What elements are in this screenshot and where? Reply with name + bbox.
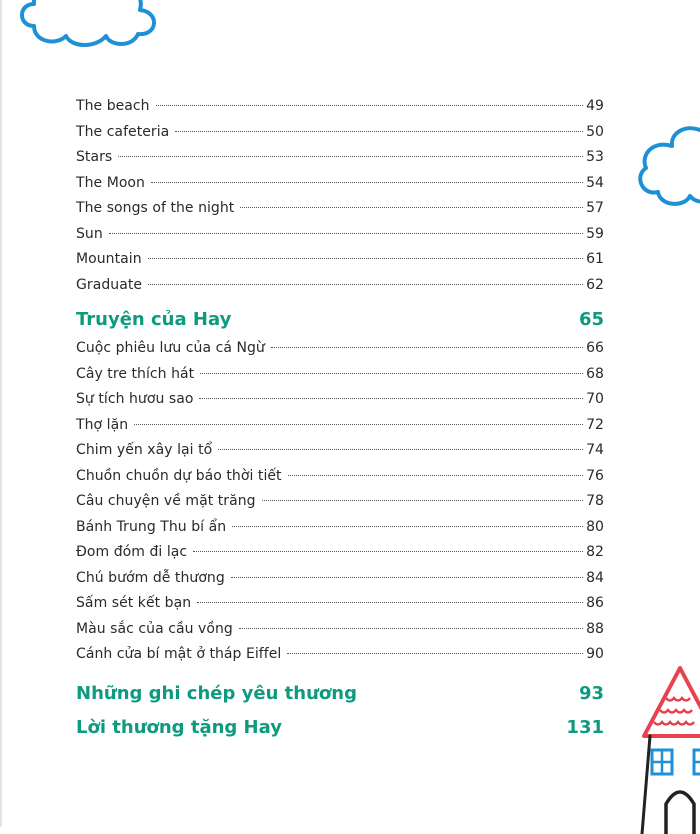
toc-entry-page: 76 [586,467,604,484]
dot-leader [288,475,583,476]
toc-entry-page: 74 [586,442,604,458]
toc-entry-page: 57 [586,200,604,216]
toc-entry-page: 61 [586,251,604,267]
toc-entry-title: The songs of the night [76,200,235,216]
toc-entry-title: Đom đóm đi lạc [76,544,188,560]
toc-entry-page: 50 [586,123,604,140]
toc-entry[interactable] [76,336,604,362]
toc-entry[interactable] [76,489,604,515]
dot-leader [231,577,583,578]
toc-group-2 [76,336,604,668]
section-title: Lời thương tặng Hay [76,716,282,738]
dot-leader [239,628,583,629]
toc-entry-page: 49 [586,98,604,114]
toc-entry[interactable] [76,120,604,146]
section-title: Truyện của Hay [76,309,232,330]
dot-leader [200,373,583,374]
toc-entry-title: Cuộc phiêu lưu của cá Ngừ [76,340,265,356]
toc-entry-page: 72 [586,416,604,433]
toc-entry[interactable] [76,540,604,566]
toc-entry[interactable] [76,387,604,413]
dot-leader [175,131,583,132]
toc-entry-title: Chim yến xây lại tổ [76,442,213,458]
toc-entry-page: 84 [586,569,604,586]
dot-leader [193,551,583,552]
toc-entry-page: 54 [586,174,604,191]
dot-leader [199,398,583,399]
toc-entry-page: 59 [586,225,604,242]
toc-entry[interactable] [76,222,604,248]
toc-entry-title: Stars [76,149,113,165]
section-heading[interactable] [76,304,604,336]
dot-leader [218,449,583,450]
dot-leader [118,156,583,157]
toc-entry-title: Cây tre thích hát [76,365,195,382]
toc-entry-title: Sun [76,225,103,242]
cloud-icon [636,122,700,210]
toc-entry-page: 66 [586,340,604,356]
toc-entry-title: The beach [76,98,150,114]
toc-entry-title: Thợ lặn [76,416,129,433]
toc-entry-title: Sấm sét kết bạn [76,595,192,611]
toc-entry[interactable] [76,94,604,120]
toc-entry[interactable] [76,247,604,273]
toc-entry[interactable] [76,464,604,490]
table-of-contents [76,94,604,744]
toc-entry-page: 70 [586,391,604,407]
toc-entry-page: 88 [586,620,604,637]
dot-leader [134,424,583,425]
toc-entry[interactable] [76,591,604,617]
dot-leader [232,526,583,527]
section-heading[interactable] [76,712,604,744]
toc-entry[interactable] [76,515,604,541]
toc-entry[interactable] [76,145,604,171]
toc-entry[interactable] [76,617,604,643]
dot-leader [240,207,583,208]
toc-entry-page: 90 [586,646,604,662]
dot-leader [148,258,583,259]
toc-entry[interactable] [76,438,604,464]
dot-leader [148,284,583,285]
toc-entry-title: Graduate [76,276,143,293]
toc-entry[interactable] [76,566,604,592]
dot-leader [271,347,583,348]
dot-leader [287,653,583,654]
toc-entry-title: The Moon [76,174,145,191]
section-page: 65 [578,309,604,330]
cloud-icon [14,0,164,50]
section-title: Những ghi chép yêu thương [76,682,357,704]
dot-leader [156,105,583,106]
toc-entry-title: The cafeteria [76,123,170,140]
toc-entry-title: Chú bướm dễ thương [76,569,225,586]
dot-leader [151,182,583,183]
toc-entry-title: Mountain [76,251,142,267]
toc-entry-title: Câu chuyện về mặt trăng [76,493,256,509]
toc-entry-page: 68 [586,365,604,382]
section-page: 131 [566,716,604,738]
toc-entry-title: Màu sắc của cầu vồng [76,620,233,637]
page-edge [0,0,2,827]
toc-entry[interactable] [76,362,604,388]
toc-entry-title: Bánh Trung Thu bí ẩn [76,518,227,535]
section-heading[interactable] [76,678,604,710]
house-icon [636,664,700,834]
toc-entry-page: 86 [586,595,604,611]
toc-entry-title: Chuồn chuồn dự báo thời tiết [76,467,282,484]
toc-entry-title: Cánh cửa bí mật ở tháp Eiffel [76,646,282,662]
dot-leader [197,602,583,603]
toc-entry[interactable] [76,196,604,222]
toc-entry[interactable] [76,171,604,197]
section-page: 93 [578,682,604,704]
toc-entry-title: Sự tích hươu sao [76,391,194,407]
toc-entry[interactable] [76,413,604,439]
toc-entry-page: 80 [586,518,604,535]
toc-group-1 [76,94,604,298]
toc-entry[interactable] [76,642,604,668]
toc-entry-page: 82 [586,544,604,560]
toc-entry-page: 78 [586,493,604,509]
dot-leader [262,500,583,501]
toc-entry-page: 62 [586,276,604,293]
toc-entry[interactable] [76,273,604,299]
dot-leader [109,233,583,234]
toc-entry-page: 53 [586,149,604,165]
